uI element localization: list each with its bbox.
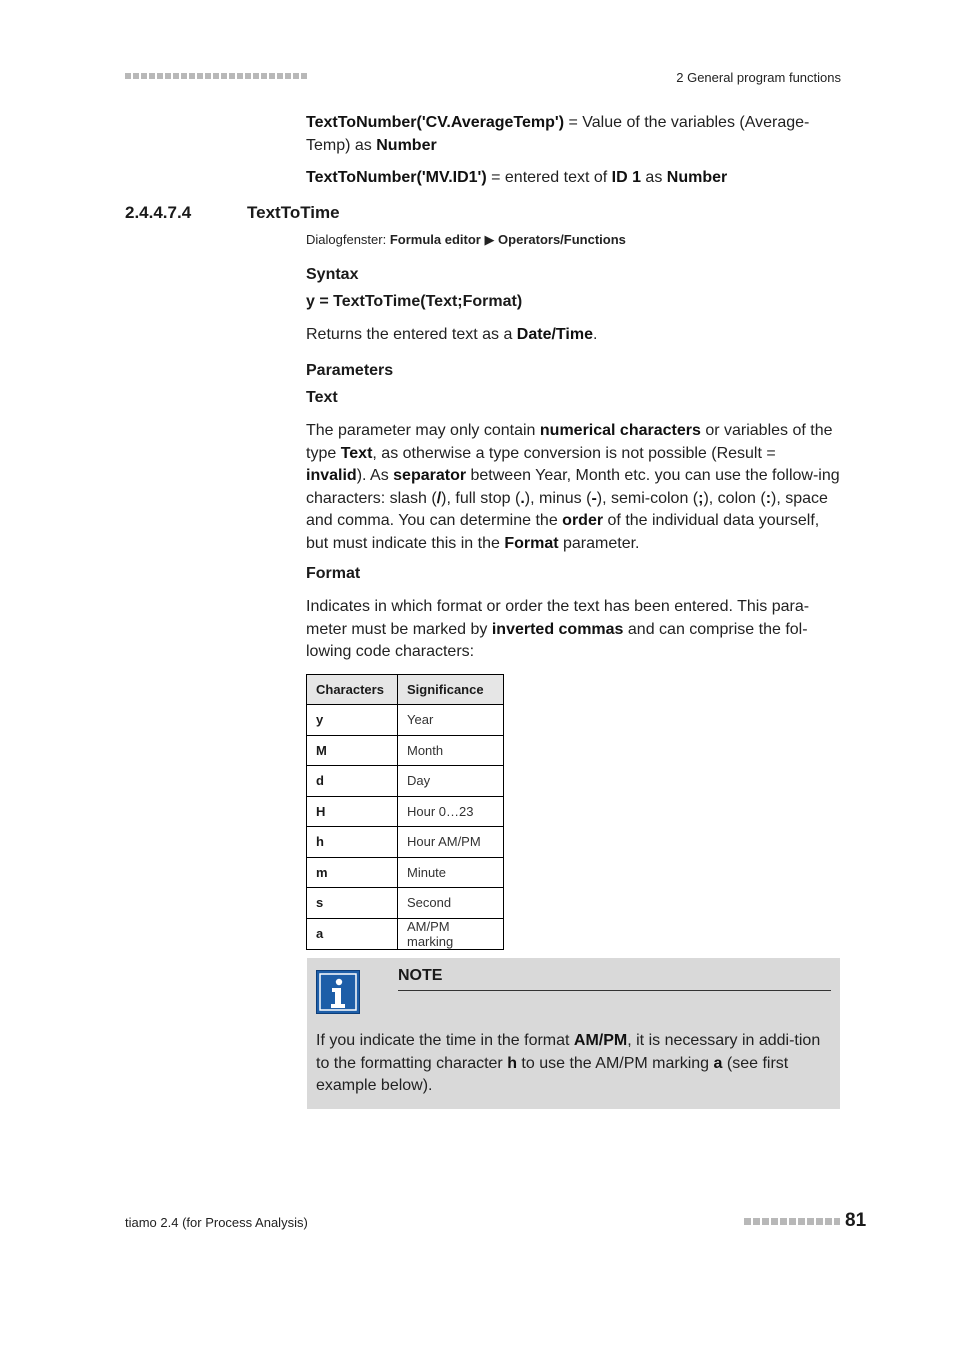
note-part: , it is necessary in addi-tion to the formatting character xyxy=(316,1032,821,1072)
code-char: m xyxy=(307,857,398,888)
format-bold: inverted commas xyxy=(491,620,624,638)
code-meaning: Hour 0…23 xyxy=(398,796,504,827)
section-title: TextToTime xyxy=(247,203,340,222)
syntax-desc-type: Date/Time xyxy=(516,326,593,343)
section-number: 2.4.4.7.4 xyxy=(125,203,192,222)
format-codes-table xyxy=(306,674,504,950)
text-bold: ; xyxy=(698,489,704,507)
code-meaning: Day xyxy=(398,766,504,797)
text-part: of the individual data yourself, but must indicate this in the xyxy=(306,512,820,552)
note-text xyxy=(316,1030,826,1098)
text-bold: numerical characters xyxy=(539,422,701,439)
footer-product: tiamo 2.4 (for Process Analysis) xyxy=(125,1215,308,1230)
info-icon xyxy=(316,970,360,1014)
text-part: ), semi-colon ( xyxy=(596,489,699,507)
text-part: or variables of the type xyxy=(306,422,833,462)
code-char: H xyxy=(307,796,398,827)
table-row xyxy=(307,827,504,858)
example-2-type: Number xyxy=(666,169,728,186)
chapter-title: 2 General program functions xyxy=(676,70,841,85)
footer-decoration xyxy=(744,1218,840,1225)
example-2 xyxy=(306,167,840,190)
header-decoration xyxy=(125,73,307,79)
dialog-location: Formula editor ▶ Operators/Functions xyxy=(389,232,626,247)
text-part: ). As xyxy=(356,467,394,484)
syntax-heading: Syntax xyxy=(306,266,359,283)
table-header-characters: Characters xyxy=(307,675,398,705)
code-char: h xyxy=(307,827,398,858)
code-meaning: Second xyxy=(398,888,504,919)
text-param-heading: Text xyxy=(306,389,338,406)
table-header-row xyxy=(307,675,504,705)
example-2-id: ID 1 xyxy=(611,169,641,186)
text-bold: - xyxy=(591,489,597,507)
note-part: If you indicate the time in the format xyxy=(316,1032,574,1049)
table-row xyxy=(307,888,504,919)
table-header-significance: Significance xyxy=(398,675,504,705)
note-part: to use the AM/PM marking xyxy=(516,1054,714,1072)
code-meaning: Hour AM/PM xyxy=(398,827,504,858)
code-meaning: Year xyxy=(398,705,504,736)
example-2-as: as xyxy=(640,169,667,186)
note-title: NOTE xyxy=(398,967,443,984)
syntax-desc-end: . xyxy=(592,326,598,343)
text-bold: separator xyxy=(393,467,467,484)
note-bold: AM/PM xyxy=(573,1032,628,1049)
text-bold: / xyxy=(436,489,442,507)
example-1-type: Number xyxy=(376,136,437,154)
format-part: and can comprise the fol-lowing code characters: xyxy=(306,620,808,660)
code-meaning: AM/PM marking xyxy=(398,918,504,949)
table-row xyxy=(307,735,504,766)
code-meaning: Minute xyxy=(398,857,504,888)
text-part: , as otherwise a type conversion is not possible (Result = xyxy=(372,444,776,462)
code-meaning: Month xyxy=(398,735,504,766)
note-part: (see first example below). xyxy=(316,1054,789,1094)
section-heading xyxy=(125,203,340,223)
parameters-heading: Parameters xyxy=(306,362,394,379)
example-2-desc: = entered text of xyxy=(486,169,612,186)
page-number: 81 xyxy=(845,1210,867,1231)
format-part: Indicates in which format or order the text has been entered. This para-meter must be marked by xyxy=(306,598,810,638)
example-2-function: TextToNumber('MV.ID1') xyxy=(306,169,487,186)
dialog-path xyxy=(306,232,626,248)
text-bold: order xyxy=(562,512,604,529)
code-char: s xyxy=(307,888,398,919)
text-bold: Text xyxy=(340,444,373,462)
info-icon-glyph xyxy=(317,971,359,1013)
code-char: y xyxy=(307,705,398,736)
text-bold: . xyxy=(520,489,525,507)
table-row xyxy=(307,796,504,827)
text-part: ), colon ( xyxy=(703,489,766,507)
text-param-description xyxy=(306,420,840,555)
note-bold: a xyxy=(713,1054,723,1072)
code-char: d xyxy=(307,766,398,797)
table-row xyxy=(307,857,504,888)
text-bold: invalid xyxy=(306,467,357,484)
text-part: between Year, Month etc. you can use the follow-ing characters: slash ( xyxy=(306,467,840,507)
format-param-heading: Format xyxy=(306,565,361,582)
syntax-description xyxy=(306,324,840,347)
dialog-label: Dialogfenster: xyxy=(306,232,390,247)
text-part: ), space and comma. You can determine the xyxy=(306,489,828,529)
text-part: parameter. xyxy=(558,534,640,552)
example-1 xyxy=(306,112,840,157)
syntax-desc-text: Returns the entered text as a xyxy=(306,326,517,343)
format-param-description xyxy=(306,596,840,664)
example-1-function: TextToNumber('CV.AverageTemp') xyxy=(306,114,565,131)
text-bold: : xyxy=(765,489,772,507)
code-char: a xyxy=(307,918,398,949)
table-row xyxy=(307,918,504,949)
table-row xyxy=(307,766,504,797)
note-bold: h xyxy=(507,1054,517,1072)
text-part: ), minus ( xyxy=(524,489,592,507)
text-part: The parameter may only contain xyxy=(306,422,540,439)
note-divider xyxy=(398,990,831,991)
code-char: M xyxy=(307,735,398,766)
table-row xyxy=(307,705,504,736)
syntax-formula: y = TextToTime(Text;Format) xyxy=(306,293,523,310)
example-1-desc: = Value of the variables (Average-Temp) as xyxy=(306,114,810,154)
text-part: ), full stop ( xyxy=(441,489,521,507)
text-bold: Format xyxy=(504,534,559,552)
